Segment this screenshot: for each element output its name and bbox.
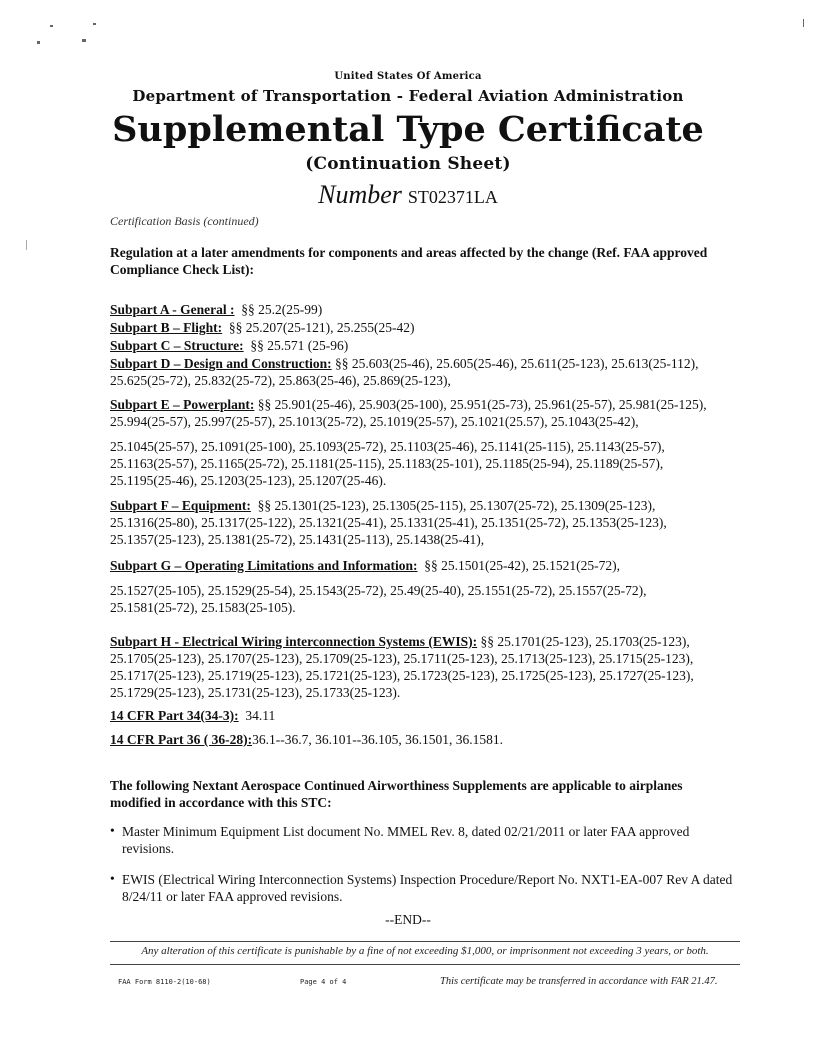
scan-speck (93, 23, 96, 25)
document-subtitle: (Continuation Sheet) (305, 154, 511, 174)
subpart-f (110, 497, 740, 514)
subpart-d (110, 355, 740, 372)
transfer-notice: This certificate may be transferred in accordance with FAR 21.47. (440, 976, 718, 987)
bullet-icon: • (110, 823, 115, 838)
subpart-d-cont: 25.625(25-72), 25.832(25-72), 25.863(25-46), 25.869(25-123), (110, 373, 451, 388)
subpart-regs: §§ 25.603(25-46), 25.605(25-46), 25.611(25-123), 25.613(25-112), (335, 356, 699, 371)
subpart-regs: §§ 25.1301(25-123), 25.1305(25-115), 25.1307(25-72), 25.1309(25-123), (257, 498, 656, 513)
cfr-part-36 (110, 731, 740, 748)
form-identifier: FAA Form 8110-2(10-68) (118, 978, 211, 986)
cfr-regs: 34.11 (241, 708, 276, 723)
page-number: Page 4 of 4 (300, 978, 347, 986)
subpart-regs: §§ 25.1701(25-123), 25.1703(25-123), (480, 634, 690, 649)
footer-divider-bottom (110, 964, 740, 965)
subpart-heading: Subpart G – Operating Limitations and Information: (110, 558, 418, 573)
subpart-heading: Subpart H - Electrical Wiring interconnection Systems (EWIS): (110, 634, 478, 649)
subpart-heading: Subpart D – Design and Construction: (110, 356, 332, 371)
subpart-regs: §§ 25.1501(25-42), 25.1521(25-72), (424, 558, 621, 573)
subpart-h-cont: 25.1705(25-123), 25.1707(25-123), 25.1709(25-123), 25.1711(25-123), 25.1713(25-123), 25.1715(25-123), (110, 651, 694, 666)
certificate-number-row (0, 180, 816, 210)
certificate-number: ST02371LA (407, 187, 498, 207)
subpart-heading: Subpart B – Flight: (110, 320, 223, 335)
subpart-g (110, 557, 740, 574)
subpart-regs: §§ 25.2(25-99) (241, 302, 323, 317)
supplements-intro: The following Nextant Aerospace Continued Airworthiness Supplements are applicable to airplanes modified in accordance with this STC: (110, 778, 683, 810)
department-heading: Department of Transportation - Federal Aviation Administration (132, 87, 684, 105)
subpart-heading: Subpart E – Powerplant: (110, 397, 255, 412)
alteration-warning: Any alteration of this certificate is punishable by a fine of not exceeding $1,000, or imprisonment not exceeding 3 years, or both. (141, 945, 709, 957)
bullet-icon: • (110, 871, 115, 886)
subpart-regs: §§ 25.571 (25-96) (250, 338, 349, 353)
subpart-e (110, 396, 740, 413)
subpart-e-cont: 25.1195(25-46), 25.1203(25-123), 25.1207(25-46). (110, 473, 387, 488)
scan-speck (26, 240, 27, 250)
subpart-heading: Subpart A - General : (110, 302, 235, 317)
subpart-g-cont: 25.1581(25-72), 25.1583(25-105). (110, 600, 296, 615)
subpart-e-cont: 25.1163(25-57), 25.1165(25-72), 25.1181(25-115), 25.1183(25-101), 25.1185(25-94), 25.1189(25-57), (110, 456, 664, 471)
subpart-b (110, 319, 740, 336)
subpart-regs: §§ 25.901(25-46), 25.903(25-100), 25.951(25-73), 25.961(25-57), 25.981(25-125), (257, 397, 707, 412)
subpart-h-cont: 25.1717(25-123), 25.1719(25-123), 25.1721(25-123), 25.1723(25-123), 25.1725(25-123), 25.1727(25-123), (110, 668, 694, 683)
subpart-g-cont: 25.1527(25-105), 25.1529(25-54), 25.1543(25-72), 25.49(25-40), 25.1551(25-72), 25.1557(25-72), (110, 583, 647, 598)
regulation-intro: Regulation at a later amendments for components and areas affected by the change (Ref. FAA approved Compliance Check List): (110, 245, 708, 277)
subpart-f-cont: 25.1357(25-123), 25.1381(25-72), 25.1431(25-113), 25.1438(25-41), (110, 532, 485, 547)
subpart-regs: §§ 25.207(25-121), 25.255(25-42) (228, 320, 415, 335)
certification-basis-label: Certification Basis (continued) (110, 214, 259, 228)
subpart-h (110, 633, 740, 650)
subpart-heading: Subpart C – Structure: (110, 338, 244, 353)
number-label: Number (318, 180, 402, 209)
subpart-f-cont: 25.1316(25-80), 25.1317(25-122), 25.1321(25-41), 25.1331(25-41), 25.1351(25-72), 25.1353(25-123), (110, 515, 667, 530)
subpart-heading: Subpart F – Equipment: (110, 498, 251, 513)
cfr-part-34 (110, 707, 740, 724)
footer-divider-top (110, 941, 740, 942)
subpart-h-cont: 25.1729(25-123), 25.1731(25-123), 25.1733(25-123). (110, 685, 401, 700)
subpart-e-cont: 25.1045(25-57), 25.1091(25-100), 25.1093(25-72), 25.1103(25-46), 25.1141(25-115), 25.1143(25-57), (110, 439, 665, 454)
scan-speck (50, 25, 53, 27)
scan-speck (82, 39, 86, 42)
cfr-heading: 14 CFR Part 36 ( 36-28): (110, 732, 253, 747)
scan-speck (37, 41, 40, 44)
scan-speck (803, 19, 804, 27)
subpart-c (110, 337, 740, 354)
subpart-e-cont: 25.994(25-57), 25.997(25-57), 25.1013(25-72), 25.1019(25-57), 25.1021(25.57), 25.1043(25-42), (110, 414, 639, 429)
supplement-item: Master Minimum Equipment List document No. MMEL Rev. 8, dated 02/21/2011 or later FAA approved revisions. (122, 824, 690, 856)
country-heading: United States Of America (334, 71, 482, 82)
cfr-regs: 36.1--36.7, 36.101--36.105, 36.1501, 36.1581. (252, 732, 503, 747)
document-title: Supplemental Type Certificate (112, 109, 704, 150)
end-marker: --END-- (385, 912, 431, 927)
cfr-heading: 14 CFR Part 34(34-3): (110, 708, 239, 723)
supplement-item: EWIS (Electrical Wiring Interconnection Systems) Inspection Procedure/Report No. NXT1-EA-007 Rev A dated 8/24/11 or later FAA approved revisions. (122, 872, 733, 904)
subpart-a (110, 301, 740, 318)
